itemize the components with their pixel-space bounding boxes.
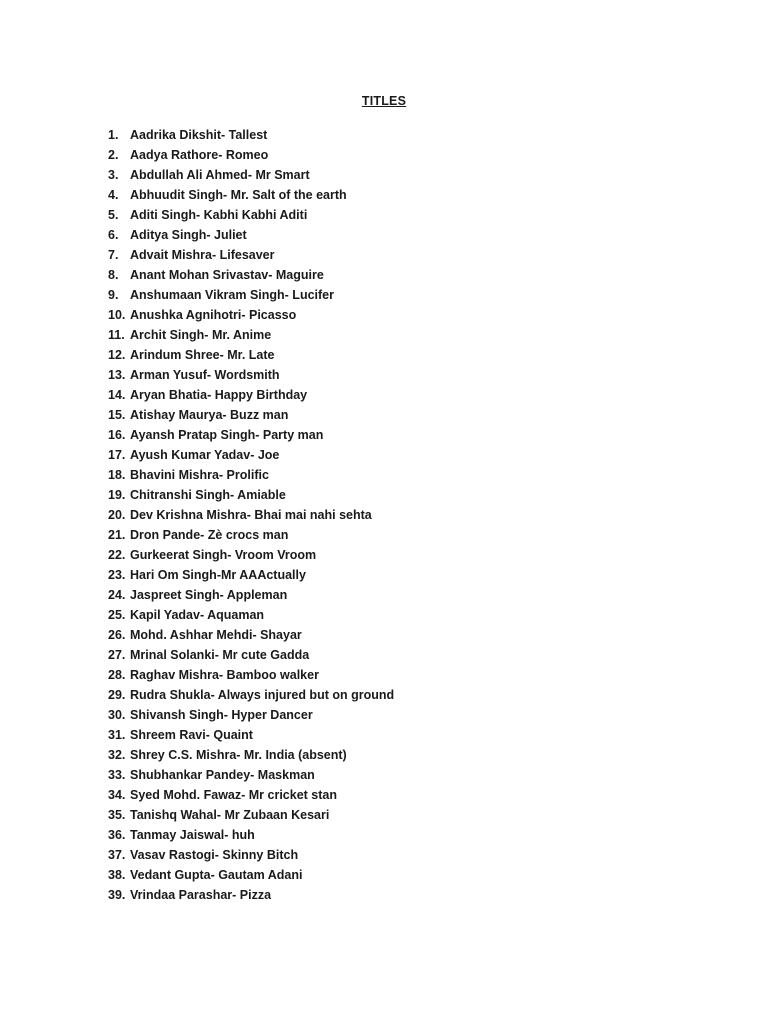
list-item-text: Vrindaa Parashar- Pizza — [130, 888, 272, 902]
list-item — [108, 265, 394, 285]
list-item-number: 32. — [108, 748, 126, 762]
list-item-number: 17. — [108, 448, 126, 462]
list-item-text: Vedant Gupta- Gautam Adani — [130, 868, 303, 882]
list-item-number: 25. — [108, 608, 126, 622]
list-item-text: Anant Mohan Srivastav- Maguire — [130, 268, 324, 282]
list-item-text: Anushka Agnihotri- Picasso — [130, 308, 297, 322]
list-item-number: 27. — [108, 648, 126, 662]
list-item-number: 6. — [108, 228, 119, 242]
list-item — [108, 305, 394, 325]
list-item-text: Abdullah Ali Ahmed- Mr Smart — [130, 168, 310, 182]
list-item-text: Advait Mishra- Lifesaver — [130, 248, 275, 262]
list-item-text: Shivansh Singh- Hyper Dancer — [130, 708, 313, 722]
list-item-text: Dev Krishna Mishra- Bhai mai nahi sehta — [130, 508, 372, 522]
list-item-text: Abhuudit Singh- Mr. Salt of the earth — [130, 188, 347, 202]
list-item-number: 38. — [108, 868, 126, 882]
list-item-number: 16. — [108, 428, 126, 442]
list-item-number: 10. — [108, 308, 126, 322]
list-item — [108, 885, 394, 905]
list-item-text: Ayush Kumar Yadav- Joe — [130, 448, 280, 462]
list-item — [108, 425, 394, 445]
list-item — [108, 165, 394, 185]
list-item-number: 18. — [108, 468, 126, 482]
list-item-number: 26. — [108, 628, 126, 642]
list-item — [108, 845, 394, 865]
list-item — [108, 565, 394, 585]
list-item — [108, 725, 394, 745]
list-item-text: Tanishq Wahal- Mr Zubaan Kesari — [130, 808, 330, 822]
list-item-text: Shreem Ravi- Quaint — [130, 728, 253, 742]
list-item-number: 11. — [108, 328, 125, 342]
list-item-text: Mrinal Solanki- Mr cute Gadda — [130, 648, 310, 662]
list-item-text: Syed Mohd. Fawaz- Mr cricket stan — [130, 788, 337, 802]
list-item-text: Arindum Shree- Mr. Late — [130, 348, 275, 362]
list-item — [108, 865, 394, 885]
list-item-number: 29. — [108, 688, 126, 702]
list-item-number: 33. — [108, 768, 126, 782]
list-item-text: Arman Yusuf- Wordsmith — [130, 368, 280, 382]
list-item-text: Aadrika Dikshit- Tallest — [130, 128, 268, 142]
list-item-number: 14. — [108, 388, 126, 402]
list-item-text: Hari Om Singh-Mr AAActually — [130, 568, 306, 582]
list-item-number: 31. — [108, 728, 126, 742]
list-item-text: Mohd. Ashhar Mehdi- Shayar — [130, 628, 302, 642]
list-item-number: 28. — [108, 668, 126, 682]
list-item — [108, 745, 394, 765]
list-item-text: Gurkeerat Singh- Vroom Vroom — [130, 548, 317, 562]
list-item-number: 23. — [108, 568, 126, 582]
list-item — [108, 765, 394, 785]
list-item — [108, 505, 394, 525]
list-item — [108, 705, 394, 725]
list-item-number: 13. — [108, 368, 126, 382]
list-item-number: 21. — [108, 528, 126, 542]
list-item — [108, 325, 394, 345]
list-item-text: Shubhankar Pandey- Maskman — [130, 768, 315, 782]
list-item — [108, 645, 394, 665]
list-item — [108, 285, 394, 305]
list-item-number: 7. — [108, 248, 119, 262]
list-item-text: Raghav Mishra- Bamboo walker — [130, 668, 319, 682]
list-item-number: 2. — [108, 148, 119, 162]
list-item — [108, 385, 394, 405]
list-item-number: 5. — [108, 208, 119, 222]
list-item-number: 20. — [108, 508, 126, 522]
list-item — [108, 665, 394, 685]
list-item-text: Aryan Bhatia- Happy Birthday — [130, 388, 308, 402]
list-item-text: Kapil Yadav- Aquaman — [130, 608, 265, 622]
list-item — [108, 625, 394, 645]
list-item-text: Rudra Shukla- Always injured but on ground — [130, 688, 395, 702]
list-item — [108, 605, 394, 625]
list-item-text: Chitranshi Singh- Amiable — [130, 488, 286, 502]
list-item-number: 9. — [108, 288, 119, 302]
list-item-number: 4. — [108, 188, 119, 202]
list-item — [108, 445, 394, 465]
list-item-text: Bhavini Mishra- Prolific — [130, 468, 269, 482]
list-item — [108, 525, 394, 545]
list-item-text: Ayansh Pratap Singh- Party man — [130, 428, 324, 442]
list-item — [108, 125, 394, 145]
titles-list — [108, 125, 394, 905]
list-item-number: 8. — [108, 268, 119, 282]
list-item-number: 37. — [108, 848, 126, 862]
document-title: TITLES — [361, 94, 407, 108]
list-item-text: Anshumaan Vikram Singh- Lucifer — [130, 288, 334, 302]
list-item-number: 1. — [108, 128, 119, 142]
list-item — [108, 225, 394, 245]
list-item-text: Vasav Rastogi- Skinny Bitch — [130, 848, 299, 862]
list-item — [108, 205, 394, 225]
list-item-number: 35. — [108, 808, 126, 822]
list-item — [108, 685, 394, 705]
list-item — [108, 365, 394, 385]
list-item-text: Aditi Singh- Kabhi Kabhi Aditi — [130, 208, 308, 222]
list-item-text: Aadya Rathore- Romeo — [130, 148, 269, 162]
list-item — [108, 145, 394, 165]
list-item-number: 36. — [108, 828, 126, 842]
list-item-number: 34. — [108, 788, 126, 802]
list-item — [108, 245, 394, 265]
list-item-number: 12. — [108, 348, 126, 362]
list-item — [108, 465, 394, 485]
list-item-number: 30. — [108, 708, 126, 722]
list-item-text: Archit Singh- Mr. Anime — [130, 328, 272, 342]
list-item-number: 24. — [108, 588, 126, 602]
list-item — [108, 405, 394, 425]
list-item — [108, 545, 394, 565]
list-item-number: 19. — [108, 488, 126, 502]
list-item-text: Shrey C.S. Mishra- Mr. India (absent) — [130, 748, 347, 762]
list-item — [108, 485, 394, 505]
list-item — [108, 585, 394, 605]
list-item-number: 39. — [108, 888, 126, 902]
list-item-text: Tanmay Jaiswal- huh — [130, 828, 255, 842]
list-item — [108, 785, 394, 805]
list-item — [108, 345, 394, 365]
list-item-text: Aditya Singh- Juliet — [130, 228, 247, 242]
list-item — [108, 185, 394, 205]
list-item — [108, 805, 394, 825]
list-item-text: Atishay Maurya- Buzz man — [130, 408, 289, 422]
list-item-number: 22. — [108, 548, 126, 562]
list-item-number: 3. — [108, 168, 119, 182]
list-item-text: Jaspreet Singh- Appleman — [130, 588, 288, 602]
list-item-number: 15. — [108, 408, 126, 422]
list-item-text: Dron Pande- Zè crocs man — [130, 528, 289, 542]
list-item — [108, 825, 394, 845]
